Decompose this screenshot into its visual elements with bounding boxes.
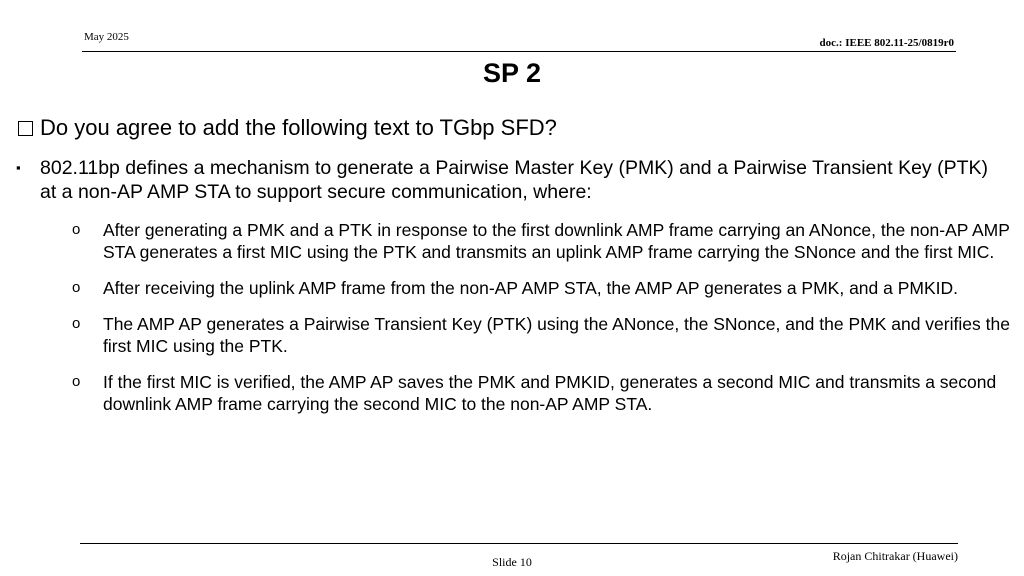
sub-bullet-text: The AMP AP generates a Pairwise Transient Key (PTK) using the ANonce, the SNonce, and the PMK and verifies the first MIC using the PTK. — [103, 314, 1010, 356]
footer-divider — [80, 543, 958, 544]
slide-title: SP 2 — [482, 58, 542, 88]
main-bullet — [16, 156, 1006, 204]
sub-bullet — [72, 371, 1017, 415]
footer-author: Rojan Chitrakar (Huawei) — [832, 549, 958, 563]
sub-bullet — [72, 313, 1017, 357]
square-bullet-icon: ▪ — [16, 160, 21, 175]
checkbox-bullet-icon — [18, 121, 33, 136]
sub-bullet — [72, 219, 1017, 263]
sub-bullet-list — [72, 219, 1017, 429]
question-line — [16, 115, 557, 141]
header-doc-id: doc.: IEEE 802.11-25/0819r0 — [819, 37, 954, 49]
sub-bullet — [72, 277, 1017, 299]
circle-bullet-icon: o — [72, 373, 81, 390]
sub-bullet-text: If the first MIC is verified, the AMP AP saves the PMK and PMKID, generates a second MIC and transmits a second downlink AMP frame carrying the second MIC to the non-AP AMP STA. — [103, 372, 997, 414]
circle-bullet-icon: o — [72, 315, 81, 332]
header-date: May 2025 — [84, 31, 129, 43]
sub-bullet-text: After receiving the uplink AMP frame from the non-AP AMP STA, the AMP AP generates a PMK, and a PMKID. — [103, 278, 959, 298]
circle-bullet-icon: o — [72, 221, 81, 238]
sub-bullet-text: After generating a PMK and a PTK in response to the first downlink AMP frame carrying an ANonce, the non-AP AMP STA generates a first MIC using the PTK and transmits an uplink AMP frame carrying the SNonce and the first MIC. — [103, 220, 1010, 262]
slide-number: Slide 10 — [492, 555, 532, 569]
circle-bullet-icon: o — [72, 279, 81, 296]
header-divider — [82, 51, 956, 52]
question-text: Do you agree to add the following text to TGbp SFD? — [40, 115, 557, 140]
main-bullet-text: 802.11bp defines a mechanism to generate a Pairwise Master Key (PMK) and a Pairwise Transient Key (PTK) at a non-AP AMP STA to support secure communication, where: — [40, 157, 988, 203]
